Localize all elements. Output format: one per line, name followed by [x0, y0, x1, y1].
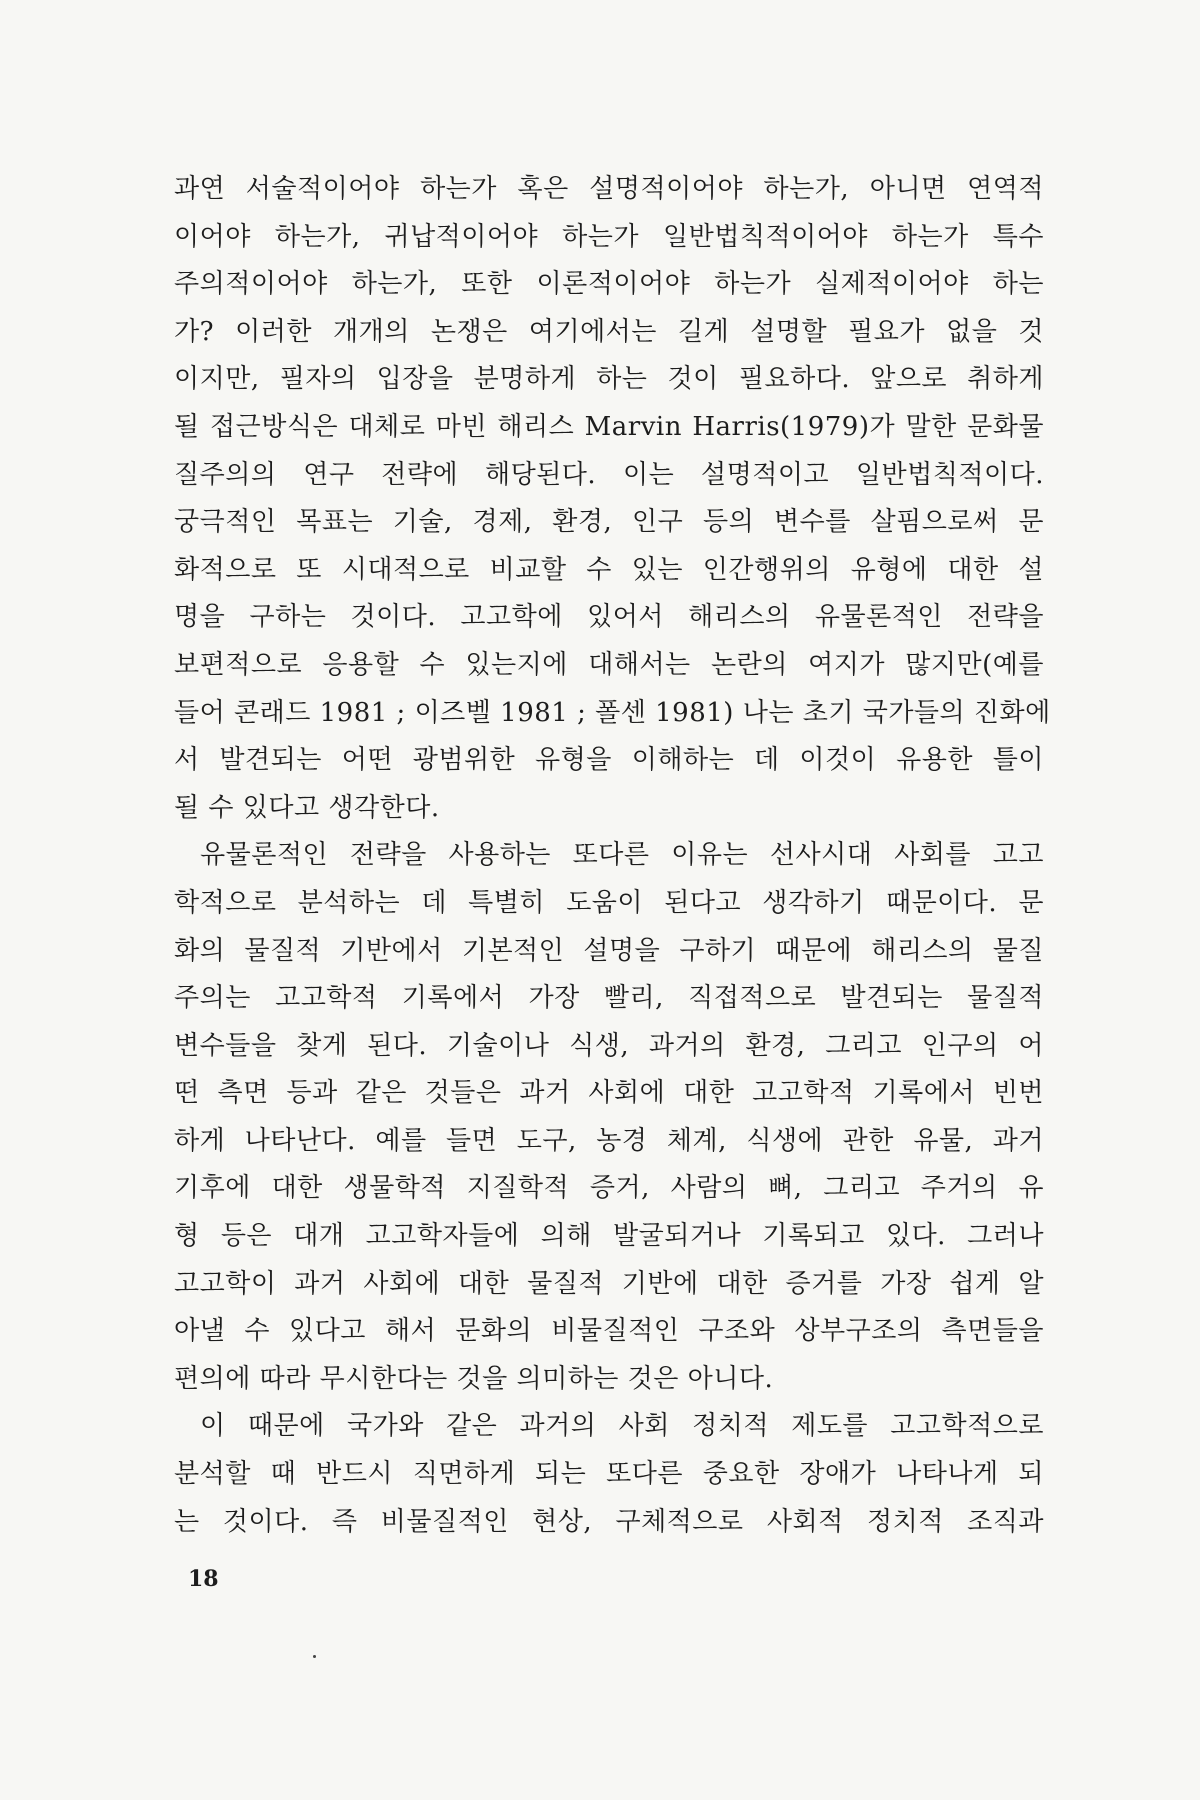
text-line: 과연 서술적이어야 하는가 혹은 설명적이어야 하는가, 아니면 연역적: [174, 174, 1044, 204]
text-line: 유물론적인 전략을 사용하는 또다른 이유는 선사시대 사회를 고고: [200, 840, 1044, 871]
text-line: 궁극적인 목표는 기술, 경제, 환경, 인구 등의 변수를 살핌으로써 문: [174, 507, 1044, 538]
text-line: 기후에 대한 생물학적 지질학적 증거, 사람의 뼈, 그리고 주거의 유: [174, 1173, 1044, 1204]
paragraph: [174, 1403, 1044, 1546]
text-line: 될 접근방식은 대체로 마빈 해리스 Marvin Harris(1979)가 말한 문화물: [174, 411, 1044, 442]
text-line: 편의에 따라 무시한다는 것을 의미하는 것은 아니다.: [174, 1363, 774, 1394]
text-line: 아낼 수 있다고 해서 문화의 비물질적인 구조와 상부구조의 측면들을: [174, 1316, 1044, 1347]
page-number: 18: [188, 1566, 219, 1592]
text-line: 보편적으로 응용할 수 있는지에 대해서는 논란의 여지가 많지만(예를: [174, 649, 1044, 680]
text-line: 화의 물질적 기반에서 기본적인 설명을 구하기 때문에 해리스의 물질: [174, 935, 1044, 966]
text-line: 분석할 때 반드시 직면하게 되는 또다른 중요한 장애가 나타나게 되: [174, 1459, 1044, 1490]
text-line: 주의는 고고학적 기록에서 가장 빨리, 직접적으로 발견되는 물질적: [174, 983, 1044, 1014]
text-line: 고고학이 과거 사회에 대한 물질적 기반에 대한 증거를 가장 쉽게 알: [174, 1268, 1044, 1299]
text-line: 학적으로 분석하는 데 특별히 도움이 된다고 생각하기 때문이다. 문: [174, 887, 1044, 918]
text-line: 는 것이다. 즉 비물질적인 현상, 구체적으로 사회적 정치적 조직과: [174, 1506, 1044, 1537]
paragraph: [174, 832, 1044, 1403]
text-line: 화적으로 또 시대적으로 비교할 수 있는 인간행위의 유형에 대한 설: [174, 554, 1044, 585]
paragraph: [174, 166, 1051, 832]
scan-speck: [313, 1655, 316, 1658]
text-line: 될 수 있다고 생각한다.: [174, 792, 440, 823]
text-line: 하게 나타난다. 예를 들면 도구, 농경 체계, 식생에 관한 유물, 과거: [174, 1125, 1044, 1156]
text-line: 이 때문에 국가와 같은 과거의 사회 정치적 제도를 고고학적으로: [200, 1411, 1044, 1442]
text-line: 형 등은 대개 고고학자들에 의해 발굴되거나 기록되고 있다. 그러나: [174, 1221, 1044, 1252]
text-line: 이지만, 필자의 입장을 분명하게 하는 것이 필요하다. 앞으로 취하게: [174, 364, 1044, 395]
body-text: [174, 166, 1051, 1546]
text-line: 질주의의 연구 전략에 해당된다. 이는 설명적이고 일반법칙적이다.: [174, 459, 1044, 490]
text-line: 가? 이러한 개개의 논쟁은 여기에서는 길게 설명할 필요가 없을 것: [174, 316, 1044, 347]
text-line: 주의적이어야 하는가, 또한 이론적이어야 하는가 실제적이어야 하는: [174, 269, 1044, 300]
text-line: 명을 구하는 것이다. 고고학에 있어서 해리스의 유물론적인 전략을: [174, 602, 1044, 633]
text-line: 서 발견되는 어떤 광범위한 유형을 이해하는 데 이것이 유용한 틀이: [174, 745, 1044, 776]
text-line: 변수들을 찾게 된다. 기술이나 식생, 과거의 환경, 그리고 인구의 어: [174, 1030, 1044, 1061]
text-line: 이어야 하는가, 귀납적이어야 하는가 일반법칙적이어야 하는가 특수: [174, 221, 1044, 252]
text-line: 떤 측면 등과 같은 것들은 과거 사회에 대한 고고학적 기록에서 빈번: [174, 1078, 1044, 1109]
text-line: 들어 콘래드 1981 ; 이즈벨 1981 ; 폴센 1981) 나는 초기 국가들의 진화에: [174, 697, 1051, 728]
